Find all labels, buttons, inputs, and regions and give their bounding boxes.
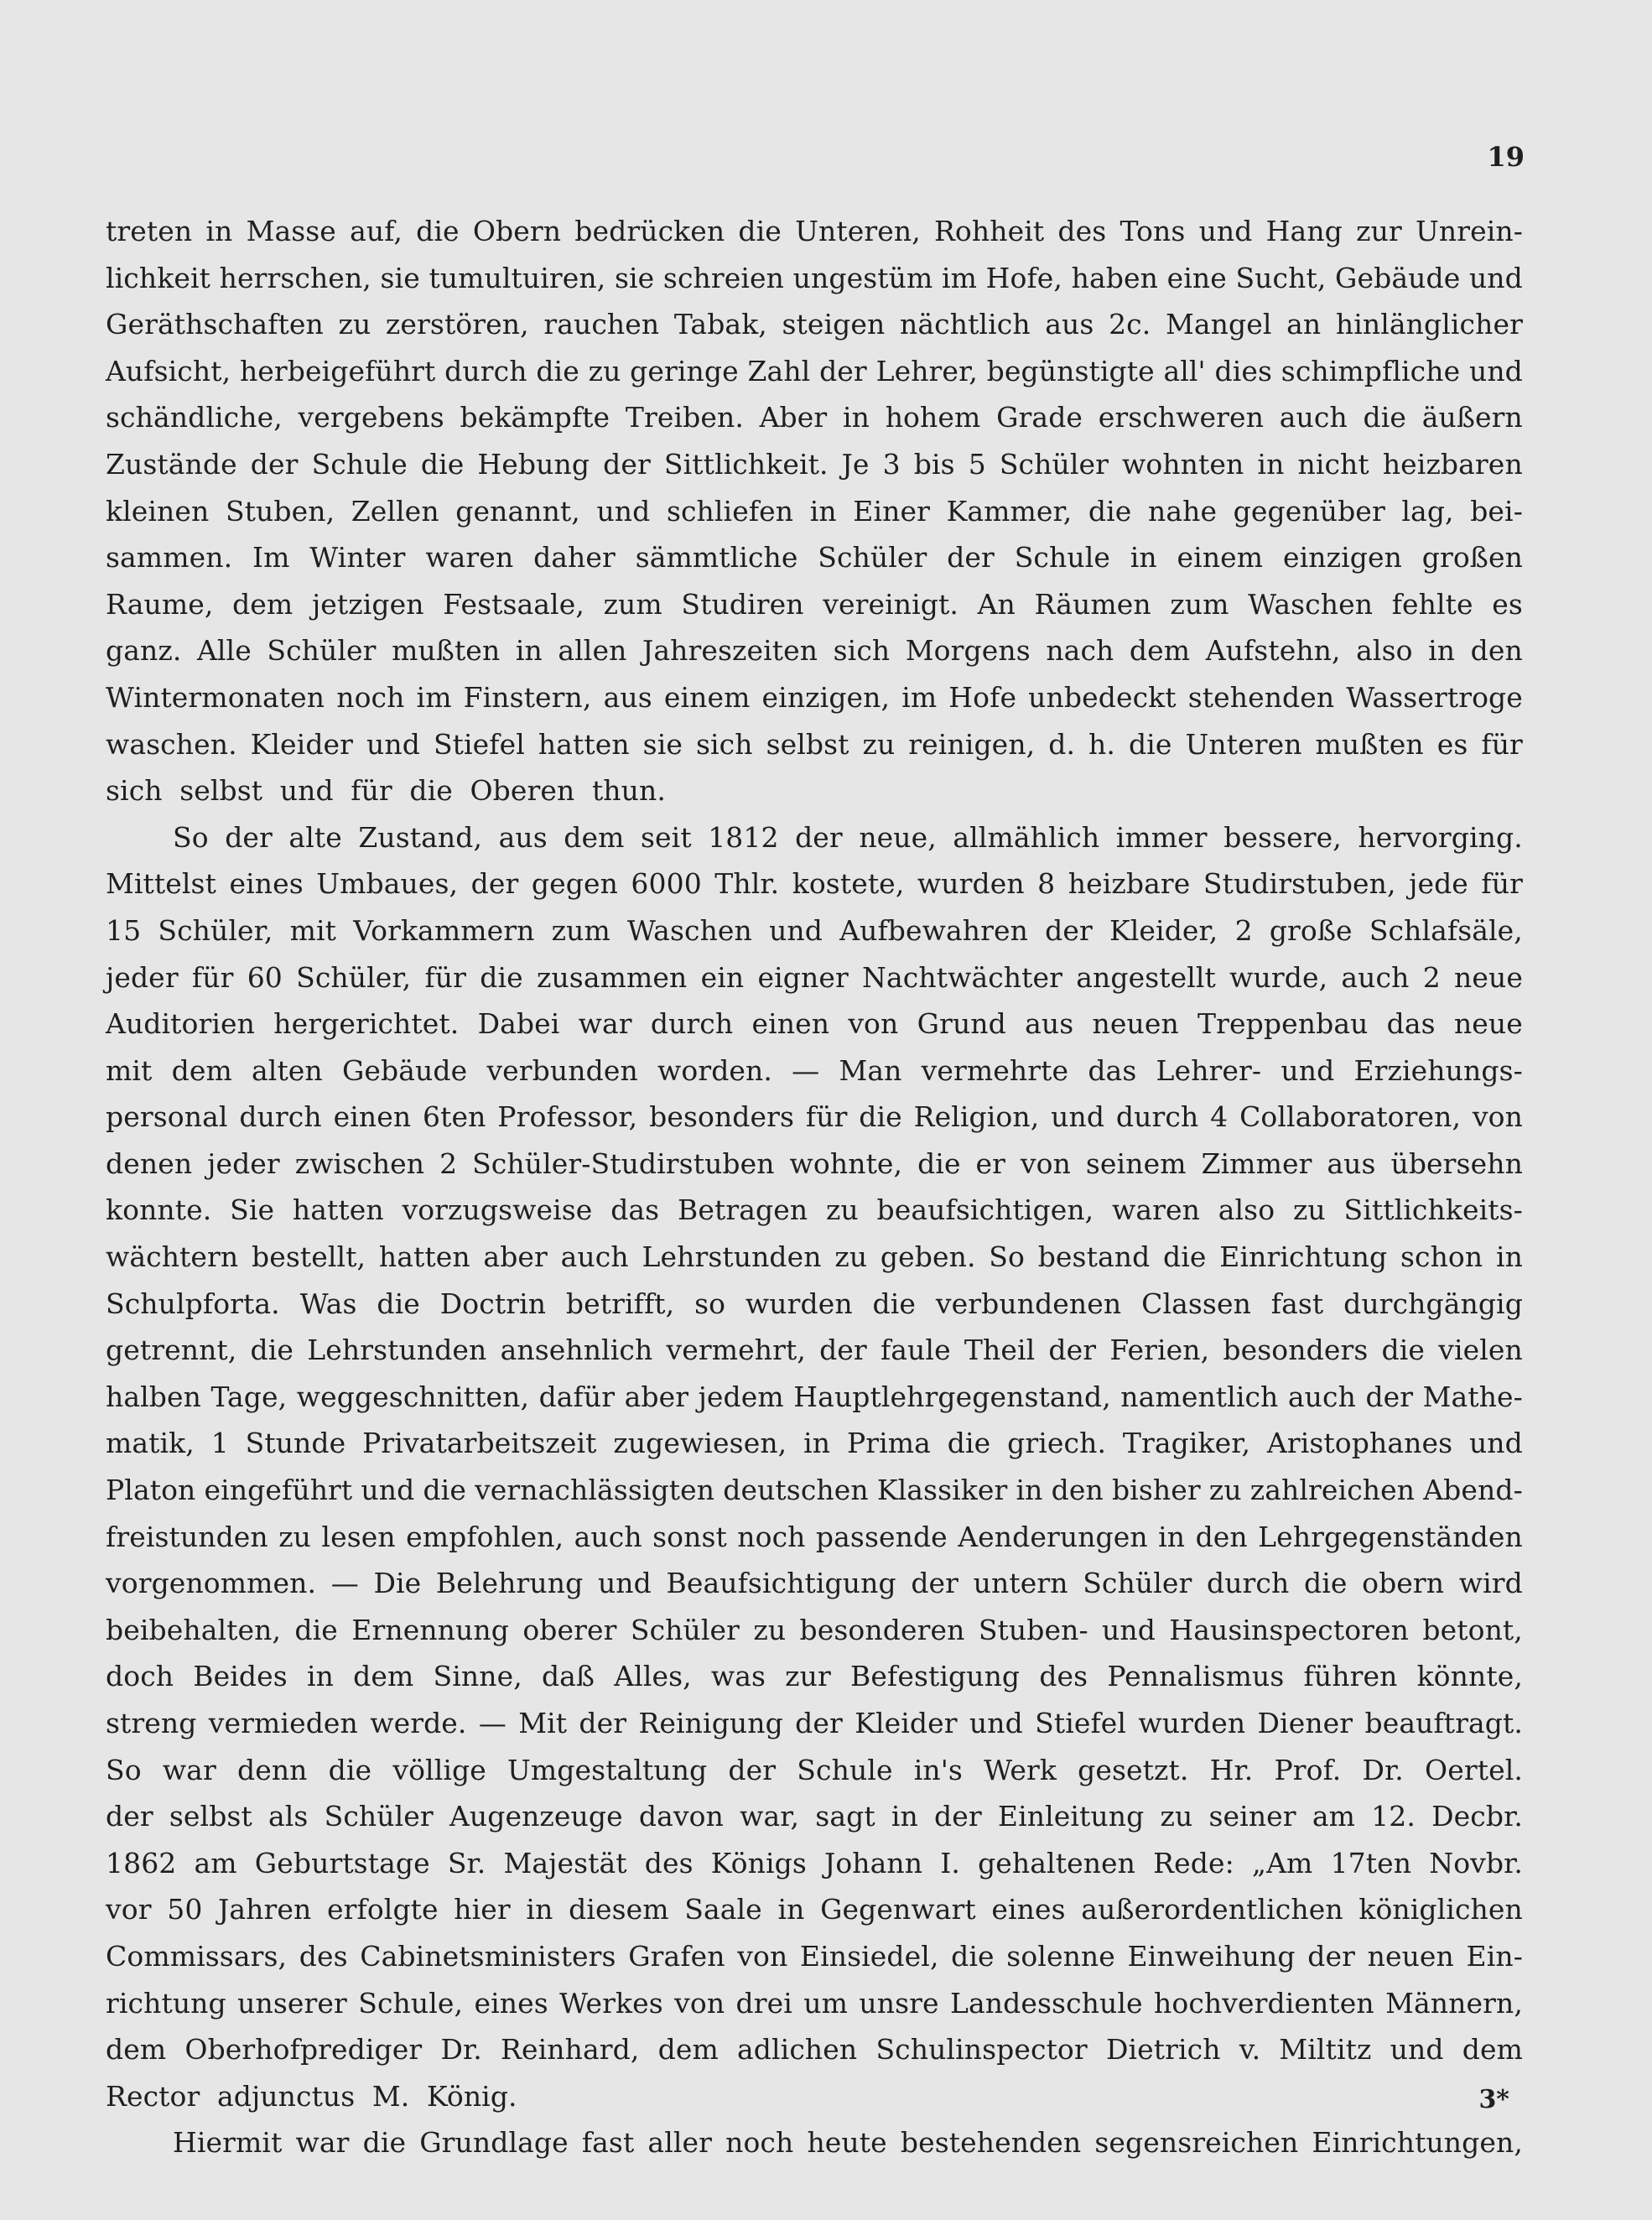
text-line: Raume, dem jetzigen Festsaale, zum Studiren vereinigt. An Räumen zum Waschen fehlte es: [106, 587, 1523, 621]
text-line: treten in Masse auf, die Obern bedrücken die Unteren, Rohheit des Tons und Hang zur Unrein-: [106, 215, 1523, 247]
text-line: Geräthschaften zu zerstören, rauchen Tabak, steigen nächtlich aus 2c. Mangel an hinlänglicher: [106, 308, 1523, 341]
text-line: personal durch einen 6ten Professor, besonders für die Religion, und durch 4 Collaboratoren, von: [106, 1100, 1523, 1134]
text-line: jeder für 60 Schüler, für die zusammen ein eigner Nachtwächter angestellt wurde, auch 2 neue: [106, 960, 1523, 994]
text-line: getrennt, die Lehrstunden ansehnlich vermehrt, der faule Theil der Ferien, besonders die vielen: [106, 1334, 1523, 1367]
text-line: der selbst als Schüler Augenzeuge davon war, sagt in der Einleitung zu seiner am 12. Decbr.: [106, 1800, 1523, 1833]
text-line: vor 50 Jahren erfolgte hier in diesem Saale in Gegenwart eines außerordentlichen königlichen: [106, 1893, 1523, 1926]
text-line: Commissars, des Cabinetsministers Grafen von Einsiedel, die solenne Einweihung der neuen Ein-: [106, 1939, 1523, 1973]
text-line: richtung unserer Schule, eines Werkes von drei um unsre Landesschule hochverdienten Männern,: [106, 1986, 1523, 2020]
text-line: Hiermit war die Grundlage fast aller noch heute bestehenden segensreichen Einrichtungen,: [173, 2126, 1523, 2160]
text-line: denen jeder zwischen 2 Schüler-Studirstuben wohnte, die er von seinem Zimmer aus übersehn: [106, 1146, 1523, 1180]
text-line: schändliche, vergebens bekämpfte Treiben. Aber in hohem Grade erschweren auch die äußern: [106, 401, 1523, 434]
text-line: dem Oberhofprediger Dr. Reinhard, dem adlichen Schulinspector Dietrich v. Miltitz und dem: [106, 2033, 1523, 2067]
text-line: Zustände der Schule die Hebung der Sittlichkeit. Je 3 bis 5 Schüler wohnten in nicht heizbaren: [106, 447, 1523, 481]
text-line: Mittelst eines Umbaues, der gegen 6000 Thlr. kostete, wurden 8 heizbare Studirstuben, jede für: [106, 867, 1523, 901]
signature-mark: 3*: [1478, 2085, 1509, 2114]
text-line: 1862 am Geburtstage Sr. Majestät des Königs Johann I. gehaltenen Rede: „Am 17ten Novbr.: [106, 1846, 1523, 1879]
text-line: ganz. Alle Schüler mußten in allen Jahreszeiten sich Morgens nach dem Aufstehn, also in den: [106, 634, 1523, 668]
text-line: halben Tage, weggeschnitten, dafür aber jedem Hauptlehrgegenstand, namentlich auch der Mathe-: [106, 1380, 1523, 1413]
text-line: sammen. Im Winter waren daher sämmtliche Schüler der Schule in einem einzigen großen: [106, 541, 1523, 574]
text-line: Platon eingeführt und die vernachlässigten deutschen Klassiker in den bisher zu zahlreichen Abend-: [106, 1474, 1523, 1507]
text-line: Wintermonaten noch im Finstern, aus einem einzigen, im Hofe unbedeckt stehenden Wassertroge: [106, 680, 1523, 714]
text-line: matik, 1 Stunde Privatarbeitszeit zugewiesen, in Prima die griech. Tragiker, Aristophanes und: [106, 1427, 1523, 1460]
text-line: Aufsicht, herbeigeführt durch die zu geringe Zahl der Lehrer, begünstigte all' dies schimpfliche und: [106, 354, 1523, 387]
text-line: kleinen Stuben, Zellen genannt, und schliefen in Einer Kammer, die nahe gegenüber lag, bei-: [106, 494, 1523, 528]
text-line: sich selbst und für die Oberen thun.: [106, 774, 666, 808]
text-line: Auditorien hergerichtet. Dabei war durch einen von Grund aus neuen Treppenbau das neue: [106, 1007, 1523, 1041]
text-line: Rector adjunctus M. König.: [106, 2079, 517, 2113]
text-line: streng vermieden werde. — Mit der Reinigung der Kleider und Stiefel wurden Diener beauftragt.: [106, 1707, 1523, 1739]
text-line: Schulpforta. Was die Doctrin betrifft, so wurden die verbundenen Classen fast durchgängig: [106, 1287, 1523, 1320]
text-line: waschen. Kleider und Stiefel hatten sie sich selbst zu reinigen, d. h. die Unteren mußten es für: [106, 727, 1523, 761]
text-line: beibehalten, die Ernennung oberer Schüler zu besonderen Stuben- und Hausinspectoren betont,: [106, 1613, 1523, 1646]
text-line: freistunden zu lesen empfohlen, auch sonst noch passende Aenderungen in den Lehrgegenständen: [106, 1520, 1523, 1553]
page-number: 19: [1487, 141, 1525, 173]
body-text: [106, 208, 1523, 2166]
text-line: lichkeit herrschen, sie tumultuiren, sie schreien ungestüm im Hofe, haben eine Sucht, Gebäude und: [106, 261, 1523, 294]
text-line: doch Beides in dem Sinne, daß Alles, was zur Befestigung des Pennalismus führen könnte,: [106, 1660, 1523, 1693]
text-line: vorgenommen. — Die Belehrung und Beaufsichtigung der untern Schüler durch die obern wird: [106, 1567, 1523, 1600]
text-line: mit dem alten Gebäude verbunden worden. — Man vermehrte das Lehrer- und Erziehungs-: [106, 1053, 1523, 1087]
text-line: 15 Schüler, mit Vorkammern zum Waschen und Aufbewahren der Kleider, 2 große Schlafsäle,: [106, 913, 1523, 947]
text-line: So der alte Zustand, aus dem seit 1812 der neue, allmählich immer bessere, hervorging.: [173, 820, 1523, 854]
text-line: konnte. Sie hatten vorzugsweise das Betragen zu beaufsichtigen, waren also zu Sittlichkeits-: [106, 1193, 1523, 1227]
text-line: wächtern bestellt, hatten aber auch Lehrstunden zu geben. So bestand die Einrichtung schon in: [106, 1240, 1523, 1274]
text-line: So war denn die völlige Umgestaltung der Schule in's Werk gesetzt. Hr. Prof. Dr. Oertel.: [106, 1753, 1523, 1786]
